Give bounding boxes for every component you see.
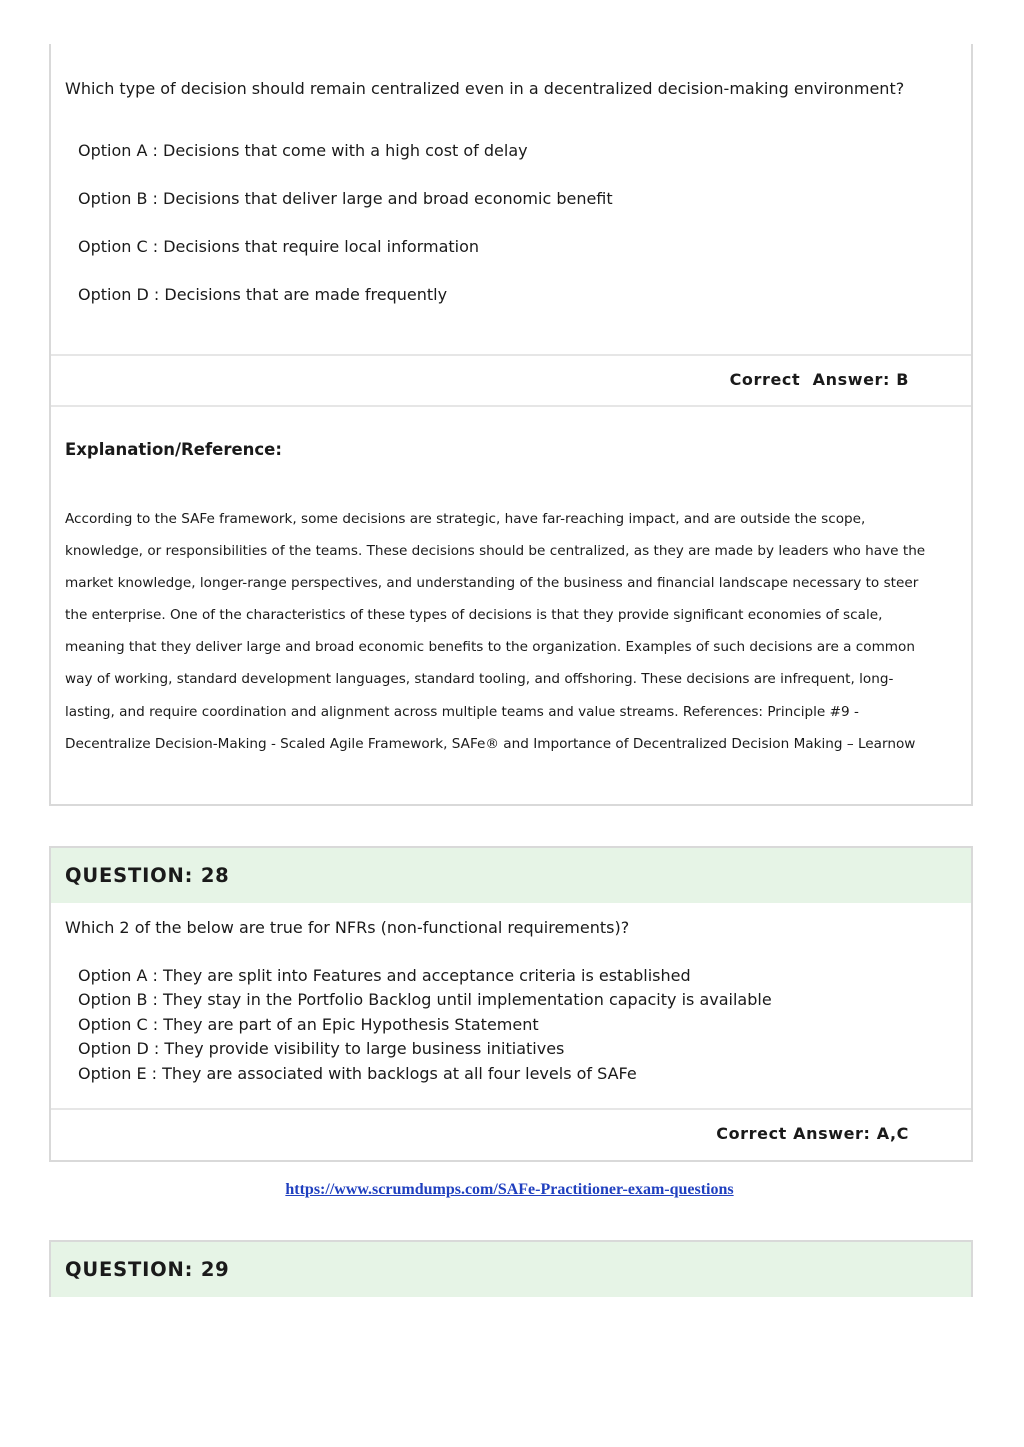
divider [51,1108,971,1110]
option-a: Option A : They are split into Features and acceptance criteria is established [78,966,691,985]
question-28-text: Which 2 of the below are true for NFRs (non-functional requirements)? [65,918,630,937]
explanation-body [65,503,950,760]
question-29-card [49,1240,973,1297]
option-b: Option B : Decisions that deliver large and broad economic benefit [78,189,613,208]
option-d: Option D : They provide visibility to large business initiatives [78,1039,565,1059]
explanation-line: Decentralize Decision-Making - Scaled Agile Framework, SAFe® and Importance of Decentralized Decision Making – Learnow [65,735,916,752]
explanation-line: According to the SAFe framework, some decisions are strategic, have far-reaching impact, and are outside the scope, [65,511,866,527]
explanation-line: way of working, standard development languages, standard tooling, and offshoring. These decisions are infrequent, long- [65,671,894,688]
option-b: Option B : They stay in the Portfolio Backlog until implementation capacity is available [78,990,772,1010]
question-28-card [49,846,973,1162]
question-27-text: Which type of decision should remain centralized even in a decentralized decision-making environment? [65,79,905,98]
question-28-header: QUESTION: 28 [51,848,971,903]
correct-answer: Correct Answer: B [729,370,909,389]
option-d: Option D : Decisions that are made frequently [78,285,448,304]
option-c: Option C : Decisions that require local information [78,237,480,256]
divider [51,405,971,407]
question-29-header: QUESTION: 29 [51,1242,971,1297]
explanation-title: Explanation/Reference: [65,440,282,459]
exam-questions-link[interactable]: https://www.scrumdumps.com/SAFe-Practitioner-exam-questions [285,1181,734,1198]
question-27-card [49,44,973,806]
option-a: Option A : Decisions that come with a high cost of delay [78,141,528,160]
explanation-line: lasting, and require coordination and alignment across multiple teams and value streams. References: Principle #9 - [65,703,859,720]
explanation-line: knowledge, or responsibilities of the teams. These decisions should be centralized, as they are made by leaders who have the [65,543,926,560]
option-e: Option E : They are associated with backlogs at all four levels of SAFe [78,1063,637,1083]
explanation-line: meaning that they deliver large and broad economic benefits to the organization. Examples of such decisions are a common [65,639,915,656]
explanation-line: market knowledge, longer-range perspectives, and understanding of the business and financial landscape necessary to steer [65,575,919,592]
divider [51,354,971,356]
question-28-options [78,964,772,1086]
correct-answer: Correct Answer: A,C [716,1124,909,1143]
explanation-line: the enterprise. One of the characteristics of these types of decisions is that they provide significant economies of scale, [65,607,883,624]
option-c: Option C : They are part of an Epic Hypothesis Statement [78,1014,539,1034]
